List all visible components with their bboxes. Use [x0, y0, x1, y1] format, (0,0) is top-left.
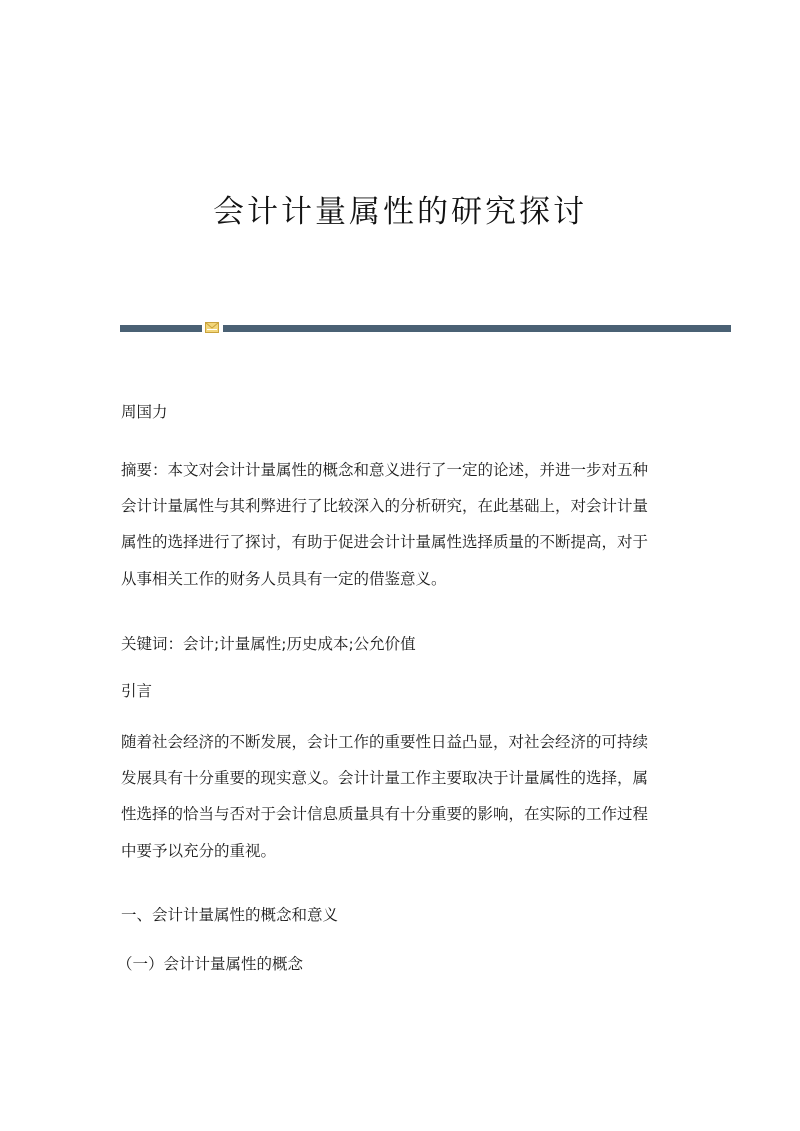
intro-line: 性选择的恰当与否对于会计信息质量具有十分重要的影响，在实际的工作过程 [121, 805, 649, 824]
title-divider-left [120, 325, 202, 332]
intro-line: 随着社会经济的不断发展，会计工作的重要性日益凸显，对社会经济的可持续 [121, 733, 649, 751]
abstract-line: 会计计量属性与其利弊进行了比较深入的分析研究，在此基础上，对会计计量 [121, 497, 649, 516]
intro-paragraph [121, 732, 681, 877]
document-title: 会计计量属性的研究探讨 [213, 194, 587, 230]
subsection-heading: （一）会计计量属性的概念 [117, 955, 304, 973]
author-name: 周国力 [121, 403, 168, 421]
intro-heading: 引言 [121, 682, 153, 700]
abstract-paragraph [121, 460, 681, 605]
keywords: 关键词：会计;计量属性;历史成本;公允价值 [121, 635, 416, 653]
section-heading: 一、会计计量属性的概念和意义 [121, 906, 339, 924]
abstract-line: 摘要：本文对会计计量属性的概念和意义进行了一定的论述，并进一步对五种 [121, 461, 649, 479]
envelope-icon [205, 322, 219, 333]
intro-line: 发展具有十分重要的现实意义。会计计量工作主要取决于计量属性的选择，属 [121, 769, 649, 788]
abstract-line: 从事相关工作的财务人员具有一定的借鉴意义。 [121, 569, 447, 588]
abstract-line: 属性的选择进行了探讨，有助于促进会计计量属性选择质量的不断提高，对于 [121, 533, 649, 552]
title-divider-right [223, 325, 731, 332]
intro-line: 中要予以充分的重视。 [121, 841, 277, 860]
